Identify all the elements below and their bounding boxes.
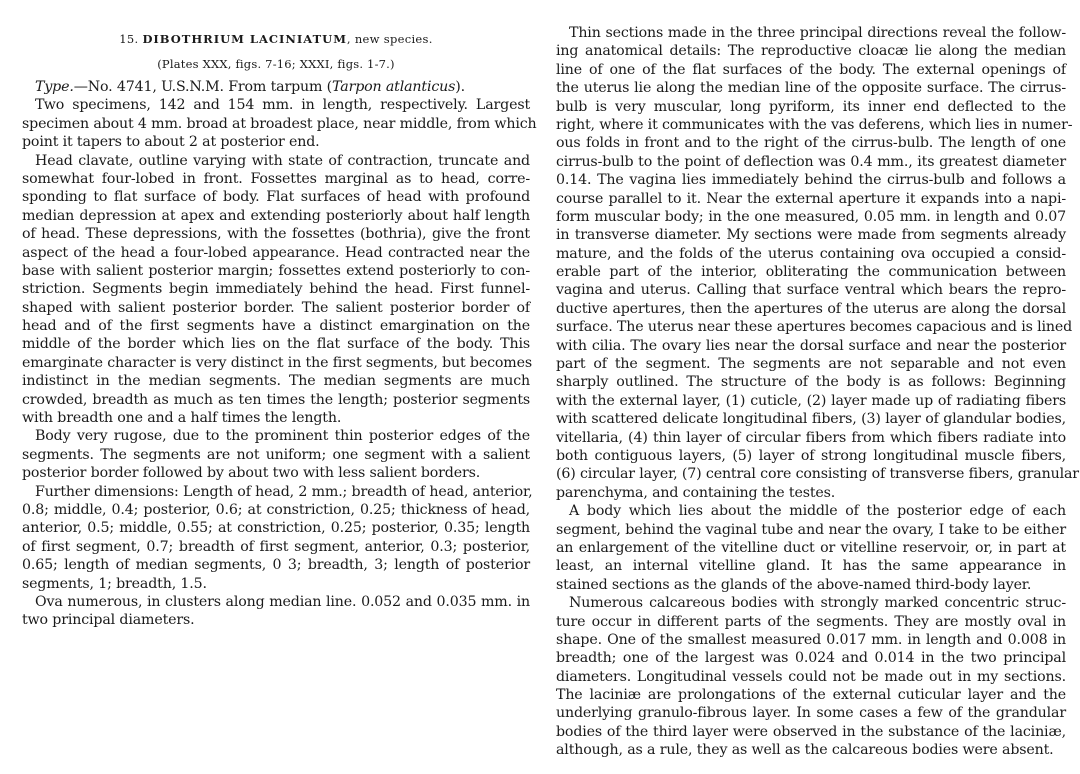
text-line: Head clavate, outline varying with state of contraction, truncate and [35, 152, 530, 169]
left-body-text [22, 78, 537, 630]
text-line: an enlargement of the vitelline duct or vitelline reservoir, or, in part at [556, 539, 1066, 556]
text-line: head and of the first segments have a distinct emargination on the [22, 318, 530, 335]
right-body-text [556, 24, 1079, 760]
text-line: erable part of the interior, obliterating the communication between [556, 264, 1066, 281]
text-line: Thin sections made in the three principal directions reveal the follow- [569, 25, 1066, 41]
text-line: although, as a rule, they as well as the calcareous bodies were absent. [556, 742, 1054, 759]
text-line: Further dimensions: Length of head, 2 mm.; breadth of head, anterior, [35, 483, 533, 500]
text-line: A body which lies about the middle of the posterior edge of each [569, 503, 1066, 520]
text-line: of head. These depressions, with the fossettes (bothria), give the front [22, 226, 530, 243]
text-line: form muscular body; in the one measured, 0.05 mm. in length and 0.07 [556, 208, 1066, 225]
text-line: specimen about 4 mm. broad at broadest place, near middle, from which [22, 115, 537, 132]
text-line: with cilia. The ovary lies near the dorsal surface and near the posterior [556, 337, 1066, 354]
section-number: 15. [119, 32, 139, 46]
text-line: surface. The uterus near these apertures becomes capacious and is lined [556, 319, 1073, 336]
text-line: vitellaria, (4) thin layer of circular fibers from which fibers radiate into [556, 429, 1066, 446]
text-line: ture occur in different parts of the segments. They are mostly oval in [556, 613, 1066, 630]
text-line: aspect of the head a four-lobed appearance. Head contracted near the [22, 244, 530, 261]
text-line: diameters. Longitudinal vessels could not be made out in my sections. [556, 668, 1066, 685]
text-line: (6) circular layer, (7) central core consisting of transverse fibers, granular [556, 466, 1079, 483]
text-line: course parallel to it. Near the external aperture it expands into a napi- [556, 190, 1066, 207]
text-line: 0.8; middle, 0.4; posterior, 0.6; at constriction, 0.25; thickness of head, [22, 501, 530, 518]
text-line: base with salient posterior margin; fossettes extend posteriorly to con- [22, 262, 530, 279]
text-line: both contiguous layers, (5) layer of strong longitudinal muscle fibers, [556, 447, 1066, 464]
text-line: 0.65; length of median segments, 0 3; breadth, 3; length of posterior [22, 557, 530, 574]
text-line: with breadth one and a half times the length. [22, 410, 342, 427]
text-line: Ova numerous, in clusters along median line. 0.052 and 0.035 mm. in [35, 593, 530, 610]
text-line: least, an internal vitelline gland. It has the same appearance in [556, 558, 1066, 575]
text-line: indistinct in the median segments. The median segments are much [22, 373, 530, 390]
text-line: of first segment, 0.7; breadth of first segment, anterior, 0.3; posterior, [22, 538, 530, 555]
text-line: ductive apertures, then the apertures of the uterus are along the dorsal [556, 300, 1066, 317]
species-name: DIBOTHRIUM LACINIATUM [142, 32, 347, 46]
text-line: with the external layer, (1) cuticle, (2) layer made up of radiating fibers [556, 392, 1066, 409]
text-line: vagina and uterus. Calling that surface ventral which bears the repro- [556, 282, 1066, 299]
text-line: underlying granulo-fibrous layer. In some cases a few of the grandular [556, 705, 1066, 722]
text-line: sharply outlined. The structure of the body is as follows: Beginning [556, 374, 1066, 391]
type-line [22, 78, 530, 96]
species-status: , new species. [346, 32, 433, 46]
text-line: two principal diameters. [22, 612, 195, 629]
text-line: segments. The segments are not uniform; one segment with a salient [22, 446, 530, 463]
text-line: breadth; one of the largest was 0.024 and 0.014 in the two principal [556, 650, 1066, 667]
text-line: segment, behind the vaginal tube and near the ovary, I take to be either [556, 521, 1066, 538]
text-line: 0.14. The vagina lies immediately behind the cirrus-bulb and follows a [556, 172, 1066, 189]
text-line: line of one of the flat surfaces of the body. The external openings of [556, 61, 1066, 78]
text-line: posterior border followed by about two with less salient borders. [22, 465, 481, 482]
plates-reference: (Plates XXX, figs. 7-16; XXXI, figs. 1-7.) [157, 57, 395, 71]
text-line: Body very rugose, due to the prominent thin posterior edges of the [35, 428, 530, 445]
type-text: —No. 4741, U.S.N.M. From tarpum ( [73, 79, 333, 95]
text-line: shaped with salient posterior border. The salient posterior border of [22, 299, 530, 316]
text-line: somewhat four-lobed in front. Fossettes marginal as to head, corre- [22, 170, 530, 187]
text-line: cirrus-bulb to the point of deflection was 0.4 mm., its greatest diameter [556, 153, 1066, 170]
type-end: ). [455, 79, 466, 95]
text-line: bulb is very muscular, long pyriform, its inner end deflected to the [556, 98, 1066, 115]
type-label: Type. [35, 79, 74, 95]
text-line: median depression at apex and extending posteriorly about half length [22, 207, 530, 224]
text-line: the uterus lie along the median line of the opposite surface. The cirrus- [556, 80, 1066, 97]
text-line: segments, 1; breadth, 1.5. [22, 575, 207, 592]
text-line: The laciniæ are prolongations of the external cuticular layer and the [556, 687, 1066, 704]
text-line: striction. Segments begin immediately behind the head. First funnel- [22, 281, 530, 298]
text-line: right, where it communicates with the vas deferens, which lies in numer- [556, 116, 1073, 133]
text-line: bodies of the third layer were observed in the substance of the laciniæ, [556, 723, 1066, 740]
text-line: Two specimens, 142 and 154 mm. in length, respectively. Largest [35, 97, 530, 114]
text-line: crowded, breadth as much as ten times the length; posterior segments [22, 391, 530, 408]
text-line: in transverse diameter. My sections were made from segments already [556, 227, 1066, 244]
text-line: ous folds in front and to the right of the cirrus-bulb. The length of one [556, 135, 1066, 152]
text-line: middle of the border which lies on the flat surface of the body. This [22, 336, 530, 353]
text-line: point it tapers to about 2 at posterior end. [22, 134, 320, 151]
text-line: mature, and the folds of the uterus containing ova occupied a consid- [556, 245, 1066, 262]
text-line: anterior, 0.5; middle, 0.55; at constriction, 0.25; posterior, 0.35; length [22, 520, 530, 537]
species-heading [22, 32, 530, 46]
host-name: Tarpon atlanticus [332, 79, 456, 95]
text-line: Numerous calcareous bodies with strongly marked concentric struc- [569, 595, 1066, 612]
text-line: sponding to flat surface of body. Flat surfaces of head with profound [22, 189, 530, 206]
text-line: emarginate character is very distinct in the first segments, but becomes [22, 354, 532, 371]
text-line: with scattered delicate longitudinal fibers, (3) layer of glandular bodies, [556, 411, 1066, 428]
text-line: ing anatomical details: The reproductive cloacæ lie along the median [556, 43, 1066, 60]
text-line: shape. One of the smallest measured 0.017 mm. in length and 0.008 in [556, 631, 1066, 648]
text-line: part of the segment. The segments are not separable and not even [556, 356, 1066, 373]
text-line: parenchyma, and containing the testes. [556, 484, 836, 501]
text-line: stained sections as the glands of the above-named third-body layer. [556, 576, 1032, 593]
